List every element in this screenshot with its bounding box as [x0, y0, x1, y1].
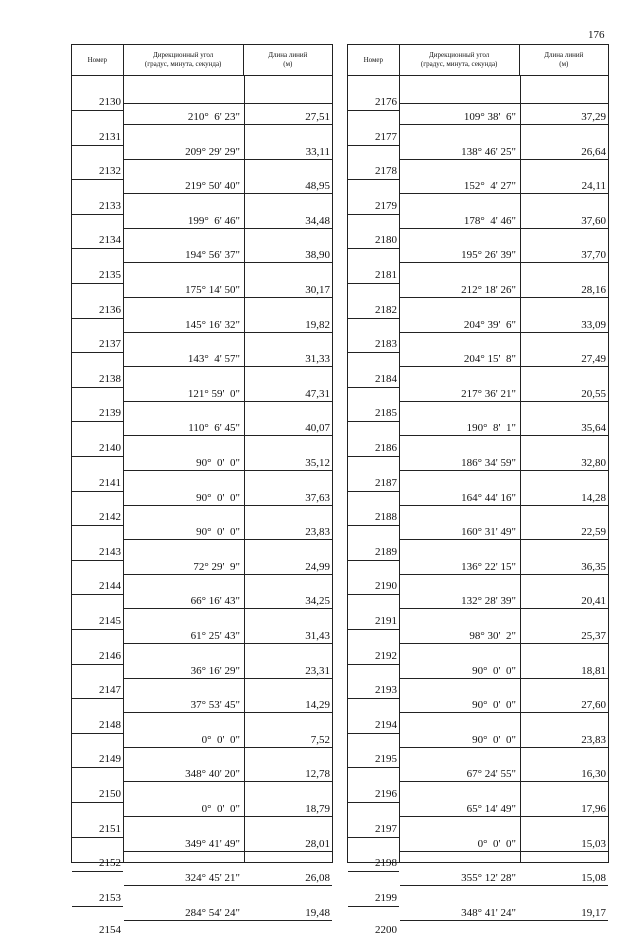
point-number: 2146 — [99, 649, 121, 662]
left-table — [71, 44, 333, 937]
table-row — [348, 540, 608, 575]
point-number: 2131 — [99, 130, 121, 143]
point-divider — [348, 491, 399, 492]
table-row — [72, 609, 332, 644]
direction-angle: 72° 29' 9" — [193, 560, 240, 573]
direction-angle: 121° 59' 0" — [187, 387, 240, 400]
table-row — [348, 159, 608, 194]
point-divider — [72, 456, 123, 457]
table-row — [72, 713, 332, 748]
line-length: 31,43 — [305, 630, 330, 642]
table-body — [71, 76, 333, 937]
direction-angle: 284° 54' 24" — [185, 906, 240, 919]
point-divider — [72, 145, 123, 146]
point-number: 2191 — [375, 615, 397, 627]
line-length: 25,37 — [581, 630, 606, 642]
point-divider — [348, 837, 399, 838]
direction-angle: 98° 30' 2" — [469, 630, 516, 642]
line-length: 38,90 — [305, 249, 330, 262]
line-length: 15,08 — [581, 872, 606, 885]
direction-angle: 204° 39' 6" — [463, 318, 516, 331]
table-row — [72, 678, 332, 713]
point-number: 2140 — [99, 442, 121, 454]
header-length: Длина линий (м) — [268, 51, 308, 68]
point-number: 2145 — [99, 615, 121, 627]
point-number: 2138 — [99, 372, 121, 385]
table-row — [72, 90, 332, 125]
direction-angle: 143° 4' 57" — [187, 353, 240, 366]
segment-divider — [400, 103, 608, 104]
table-row — [348, 817, 608, 852]
point-divider — [72, 767, 123, 768]
point-number: 2190 — [375, 580, 397, 593]
line-length: 19,17 — [581, 906, 606, 919]
direction-angle: 178° 4' 46" — [463, 214, 516, 227]
point-divider — [348, 525, 399, 526]
table-row — [348, 298, 608, 333]
point-number: 2197 — [375, 822, 397, 835]
right-table — [347, 44, 609, 937]
line-length: 33,11 — [305, 145, 330, 158]
table-row — [348, 609, 608, 644]
point-number: 2182 — [375, 303, 397, 316]
point-number: 2185 — [375, 407, 397, 420]
point-number: 2200 — [375, 924, 397, 937]
table-row — [348, 125, 608, 160]
table-row — [348, 851, 608, 886]
table-row — [72, 401, 332, 436]
point-number: 2130 — [99, 96, 121, 108]
point-number: 2189 — [375, 545, 397, 558]
direction-angle: 190° 8' 1" — [466, 422, 516, 435]
point-number: 2151 — [99, 822, 121, 835]
table-row — [72, 263, 332, 298]
direction-angle: 0° 0' 0" — [201, 803, 240, 815]
point-divider — [72, 733, 123, 734]
table-row — [348, 574, 608, 609]
point-number: 2147 — [99, 684, 121, 697]
direction-angle: 90° 0' 0" — [472, 664, 516, 677]
point-divider — [348, 283, 399, 284]
table-row-last — [348, 920, 608, 940]
table-header — [347, 44, 609, 76]
line-length: 34,48 — [305, 214, 330, 227]
line-length: 37,60 — [581, 214, 606, 227]
line-length: 27,60 — [581, 699, 606, 712]
line-length: 48,95 — [305, 180, 330, 193]
table-row — [72, 505, 332, 540]
direction-angle: 219° 50' 40" — [185, 180, 240, 193]
table-body — [347, 76, 609, 937]
point-divider — [348, 733, 399, 734]
table-row — [72, 817, 332, 852]
point-divider — [348, 767, 399, 768]
direction-angle: 0° 0' 0" — [201, 733, 240, 746]
table-row — [348, 886, 608, 921]
point-divider — [72, 837, 123, 838]
point-divider — [348, 352, 399, 353]
table-row — [348, 436, 608, 471]
direction-angle: 164° 44' 16" — [461, 491, 516, 504]
line-length: 47,31 — [305, 387, 330, 400]
table-row — [348, 228, 608, 263]
header-length: Длина линий (м) — [544, 51, 584, 68]
point-number: 2183 — [375, 338, 397, 351]
table-row — [348, 332, 608, 367]
point-divider — [348, 802, 399, 803]
table-row-last — [72, 920, 332, 940]
line-length: 23,31 — [305, 664, 330, 677]
line-length: 34,25 — [305, 595, 330, 608]
point-divider — [72, 352, 123, 353]
table-row — [72, 886, 332, 921]
direction-angle: 194° 56' 37" — [185, 249, 240, 262]
header-number: Номер — [72, 45, 124, 75]
line-length: 14,29 — [305, 699, 330, 712]
direction-angle: 66° 16' 43" — [190, 595, 240, 608]
table-row — [72, 436, 332, 471]
point-divider — [72, 110, 123, 111]
direction-angle: 217° 36' 21" — [461, 387, 516, 400]
table-row — [348, 471, 608, 506]
header-angle: Дирекционный угол (градус, минута, секунда) — [400, 45, 520, 75]
point-number: 2188 — [375, 511, 397, 524]
table-row — [348, 90, 608, 125]
point-divider — [72, 594, 123, 595]
direction-angle: 90° 0' 0" — [196, 491, 240, 504]
table-row — [72, 540, 332, 575]
line-length: 20,41 — [581, 595, 606, 608]
point-number: 2134 — [99, 234, 121, 247]
point-divider — [348, 698, 399, 699]
point-number: 2194 — [375, 718, 397, 731]
direction-angle: 204° 15' 8" — [463, 353, 516, 366]
point-number: 2180 — [375, 234, 397, 247]
point-number: 2193 — [375, 684, 397, 697]
point-number: 2184 — [375, 372, 397, 385]
line-length: 18,79 — [305, 803, 330, 815]
point-number: 2150 — [99, 788, 121, 800]
line-length: 30,17 — [305, 284, 330, 296]
point-number: 2177 — [375, 130, 397, 143]
direction-angle: 152° 4' 27" — [463, 180, 516, 193]
header-angle: Дирекционный угол (градус, минута, секунда) — [124, 45, 244, 75]
point-number: 2142 — [99, 511, 121, 524]
line-length: 20,55 — [581, 387, 606, 400]
header-number: Номер — [348, 45, 400, 75]
table-row — [72, 125, 332, 160]
point-number: 2199 — [375, 891, 397, 904]
table-row — [72, 298, 332, 333]
direction-angle: 186° 34' 59" — [461, 457, 516, 469]
table-row — [348, 194, 608, 229]
direction-angle: 195° 26' 39" — [461, 249, 516, 262]
point-number: 2195 — [375, 753, 397, 766]
point-divider — [72, 560, 123, 561]
direction-angle: 348° 41' 24" — [461, 906, 516, 919]
point-number: 2139 — [99, 407, 121, 420]
point-number: 2132 — [99, 165, 121, 178]
direction-angle: 37° 53' 45" — [190, 699, 240, 712]
direction-angle: 136° 22' 15" — [461, 560, 516, 573]
line-length: 26,64 — [581, 145, 606, 158]
line-length: 35,12 — [305, 457, 330, 469]
direction-angle: 175° 14' 50" — [185, 284, 240, 296]
table-row — [72, 471, 332, 506]
line-length: 36,35 — [581, 560, 606, 573]
point-number: 2153 — [99, 891, 121, 904]
table-row — [72, 332, 332, 367]
direction-angle: 138° 46' 25" — [461, 145, 516, 158]
point-divider — [348, 456, 399, 457]
point-number: 2137 — [99, 338, 121, 351]
point-divider — [72, 491, 123, 492]
table-row — [348, 367, 608, 402]
direction-angle: 65° 14' 49" — [466, 803, 516, 815]
point-divider — [348, 179, 399, 180]
point-divider — [348, 318, 399, 319]
table-row — [72, 194, 332, 229]
direction-angle: 90° 0' 0" — [472, 699, 516, 712]
line-length: 23,83 — [581, 733, 606, 746]
point-number: 2192 — [375, 649, 397, 662]
point-number: 2135 — [99, 269, 121, 281]
table-row — [72, 747, 332, 782]
point-number: 2152 — [99, 857, 121, 870]
line-length: 28,01 — [305, 837, 330, 850]
point-divider — [348, 248, 399, 249]
direction-angle: 90° 0' 0" — [472, 733, 516, 746]
point-divider — [72, 664, 123, 665]
point-number: 2176 — [375, 96, 397, 108]
point-number: 2154 — [99, 924, 121, 937]
point-divider — [348, 906, 399, 907]
line-length: 22,59 — [581, 526, 606, 539]
direction-angle: 0° 0' 0" — [477, 837, 516, 850]
point-divider — [348, 871, 399, 872]
point-number: 2187 — [375, 476, 397, 489]
point-divider — [72, 283, 123, 284]
point-divider — [72, 802, 123, 803]
line-length: 31,33 — [305, 353, 330, 366]
point-number: 2148 — [99, 718, 121, 731]
line-length: 16,30 — [581, 768, 606, 781]
direction-angle: 90° 0' 0" — [196, 457, 240, 469]
table-row — [348, 401, 608, 436]
direction-angle: 132° 28' 39" — [461, 595, 516, 608]
point-number: 2178 — [375, 165, 397, 178]
point-number: 2143 — [99, 545, 121, 558]
table-row — [72, 644, 332, 679]
direction-angle: 145° 16' 32" — [185, 318, 240, 331]
point-divider — [72, 871, 123, 872]
direction-angle: 349° 41' 49" — [185, 837, 240, 850]
line-length: 12,78 — [305, 768, 330, 781]
table-row — [348, 713, 608, 748]
direction-angle: 348° 40' 20" — [185, 768, 240, 781]
segment-divider — [124, 103, 332, 104]
line-length: 18,81 — [581, 664, 606, 677]
point-divider — [72, 629, 123, 630]
point-number: 2136 — [99, 303, 121, 316]
line-length: 24,99 — [305, 560, 330, 573]
direction-angle: 90° 0' 0" — [196, 526, 240, 539]
table-row — [72, 782, 332, 817]
direction-angle: 199° 6' 46" — [187, 214, 240, 227]
line-length: 27,49 — [581, 353, 606, 366]
table-row — [348, 678, 608, 713]
point-number: 2144 — [99, 580, 121, 593]
table-row — [72, 851, 332, 886]
direction-angle: 109° 38' 6" — [463, 111, 516, 123]
table-row — [348, 782, 608, 817]
point-divider — [72, 906, 123, 907]
line-length: 32,80 — [581, 457, 606, 469]
point-number: 2179 — [375, 199, 397, 212]
point-number: 2186 — [375, 442, 397, 454]
line-length: 35,64 — [581, 422, 606, 435]
point-divider — [72, 179, 123, 180]
point-number: 2149 — [99, 753, 121, 766]
line-length: 15,03 — [581, 837, 606, 850]
point-number: 2133 — [99, 199, 121, 212]
direction-angle: 67° 24' 55" — [466, 768, 516, 781]
direction-angle: 209° 29' 29" — [185, 145, 240, 158]
table-row — [348, 644, 608, 679]
point-divider — [348, 145, 399, 146]
line-length: 24,11 — [581, 180, 606, 193]
direction-angle: 324° 45' 21" — [185, 872, 240, 885]
line-length: 14,28 — [581, 491, 606, 504]
point-divider — [348, 629, 399, 630]
point-number: 2181 — [375, 269, 397, 281]
table-row — [72, 159, 332, 194]
line-length: 26,08 — [305, 872, 330, 885]
direction-angle: 36° 16' 29" — [190, 664, 240, 677]
point-divider — [348, 214, 399, 215]
point-number: 2141 — [99, 476, 121, 489]
table-row — [348, 505, 608, 540]
direction-angle: 210° 6' 23" — [187, 111, 240, 123]
point-divider — [348, 594, 399, 595]
point-divider — [72, 525, 123, 526]
table-header — [71, 44, 333, 76]
direction-angle: 355° 12' 28" — [461, 872, 516, 885]
point-divider — [72, 698, 123, 699]
line-length: 28,16 — [581, 284, 606, 296]
line-length: 40,07 — [305, 422, 330, 435]
direction-angle: 160° 31' 49" — [461, 526, 516, 539]
line-length: 27,51 — [305, 111, 330, 123]
point-number: 2196 — [375, 788, 397, 800]
line-length: 37,29 — [581, 111, 606, 123]
direction-angle: 61° 25' 43" — [190, 630, 240, 642]
point-divider — [348, 421, 399, 422]
point-divider — [72, 214, 123, 215]
line-length: 19,48 — [305, 906, 330, 919]
direction-angle: 110° 6' 45" — [188, 422, 240, 435]
table-row — [72, 574, 332, 609]
table-row — [72, 367, 332, 402]
point-divider — [348, 664, 399, 665]
point-divider — [348, 560, 399, 561]
table-row — [348, 747, 608, 782]
page-number: 176 — [588, 29, 605, 41]
line-length: 23,83 — [305, 526, 330, 539]
direction-angle: 212° 18' 26" — [461, 284, 516, 296]
line-length: 33,09 — [581, 318, 606, 331]
table-row — [348, 263, 608, 298]
line-length: 7,52 — [310, 733, 330, 746]
point-divider — [72, 387, 123, 388]
table-row — [72, 228, 332, 263]
point-divider — [72, 318, 123, 319]
point-divider — [348, 110, 399, 111]
point-number: 2198 — [375, 857, 397, 870]
point-divider — [72, 248, 123, 249]
point-divider — [72, 421, 123, 422]
line-length: 19,82 — [305, 318, 330, 331]
line-length: 37,70 — [581, 249, 606, 262]
point-divider — [348, 387, 399, 388]
line-length: 37,63 — [305, 491, 330, 504]
line-length: 17,96 — [581, 803, 606, 815]
